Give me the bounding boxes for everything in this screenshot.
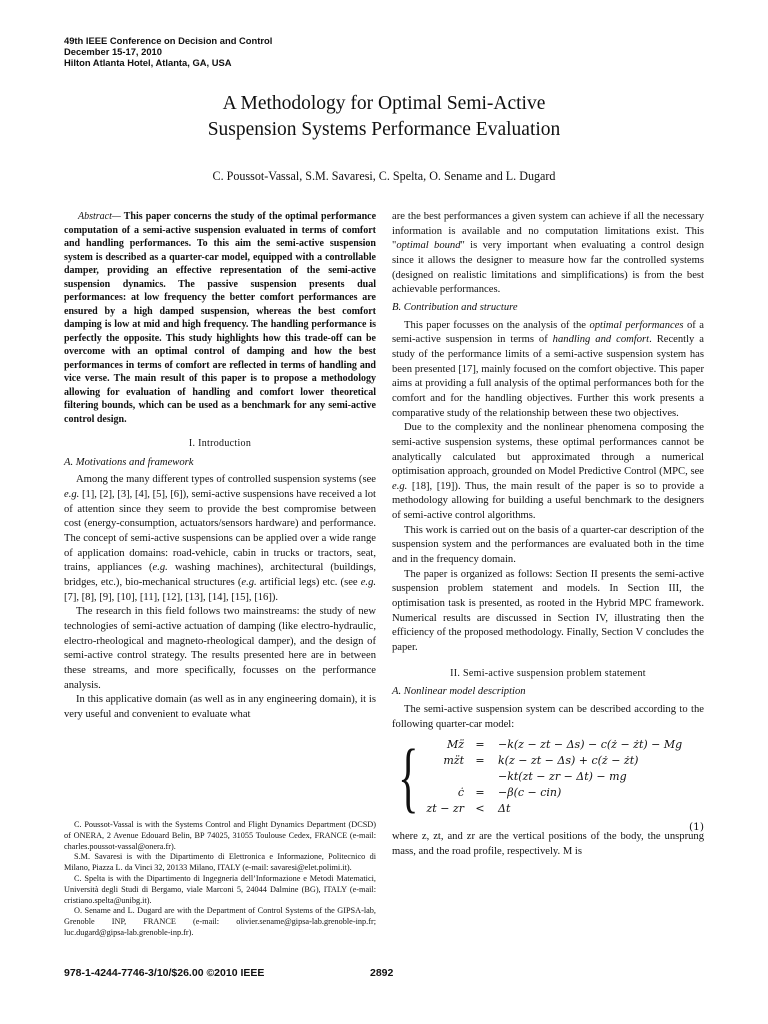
abstract-text: This paper concerns the study of the optimal performance computation of a semi-active suspension evaluated in terms of comfort and handling performances. To this aim the semi-active suspension system is described as a quarter-car model, equipped with a controllable damper, providing an effective representation of the semi-active suspension dynamics. The passive suspension presents dual performances: at low frequency the better comfort performances are ensured by a high damped suspension, whereas the best comfort damping is low at mid and high frequency. The handling performance is perfectly the opposite. This study highlights how this trade-off can be overcome with an optimal control of damping and how the best performances in terms of comfort are reflected in terms of handling and vice verse. The main result of this paper is to propose a methodology allowing for evaluation of handling and comfort lower theoretical filtering bounds, which can be used as a benchmark for any semi-active control design.: [64, 211, 377, 425]
abstract: [64, 210, 376, 426]
footnote-poussot-vassal: C. Poussot-Vassal is with the Systems Control and Flight Dynamics Department (DCSD) of ONERA, 2 Avenue Edouard Belin, BP 74025, 31055 Toulouse Cedex, FRANCE (e-mail: charles.poussot-vassal@onera.fr).: [64, 820, 376, 851]
section-heading-introduction: I. Introduction: [188, 438, 252, 449]
conference-dates: December 15-17, 2010: [64, 46, 162, 57]
contribution-paragraph-2: Due to the complexity and the nonlinear phenomena composing the semi-active suspension systems, these optimal performances cannot be analytically calculated but approximated through a numerical optimisation approach, grounded on Model Predictive Control (MPC, see e.g. [18], [19]). Thus, the main result of the paper is so to provide a methodology allowing for building a useful benchmark to the designers of semi-active control algorithms.: [392, 422, 704, 522]
abstract-label: Abstract—: [78, 211, 121, 222]
model-intro-paragraph: The semi-active suspension system can be described according to the following quarter-car model:: [392, 704, 704, 730]
author-list: C. Poussot-Vassal, S.M. Savaresi, C. Spelta, O. Sename and L. Dugard: [212, 169, 556, 183]
page-number: 2892: [370, 967, 394, 979]
contribution-paragraph-3: This work is carried out on the basis of a quarter-car description of the suspension system and the performances are evaluated both in the time and in the frequency domain.: [392, 524, 704, 566]
conference-header: [64, 35, 484, 68]
contribution-paragraph-4: The paper is organized as follows: Section II presents the semi-active suspension problem statement and models. In Section III, the optimisation task is presented, as rooted in the Hybrid MPC framework. Numerical results are discussed in Section IV, illustrating then the efficiency of the proposed methodology. Finally, Section V concludes the paper.: [392, 568, 704, 654]
equation-row-5: zt − zr < Δt: [426, 802, 511, 816]
conference-name: 49th IEEE Conference on Decision and Control: [64, 35, 273, 46]
intro-paragraph-1: Among the many different types of controlled suspension systems (see e.g. [1], [2], [3], [4], [5], [6]), semi-active suspensions have received a lot of attention since they seem to provide the best compromise between cost (energy-consumption, actuators/sensors hardware) and performance. The concept of semi-active suspensions can be applied over a wide range of application domains: road-vehicle, cabin in trucks or tractors, seat, trains, appliances (e.g. washing machines), architectural (buildings, bridges, etc.), bio-mechanical structures (e.g. artificial legs) etc. (see e.g. [7], [8], [9], [10], [11], [12], [13], [14], [15], [16]).: [64, 474, 377, 603]
equation-row-4: ċ = −β(c − cin): [457, 786, 562, 800]
intro-paragraph-continued: are the best performances a given system can achieve if all the necessary information is available and no computation limitations exist. This "optimal bound" is very important when evaluating a control design since it allows the designer to measure how far the controlled systems (designed on realistic limitations and simplifications) is from the best achievable performances.: [392, 211, 704, 296]
equation-number: (1): [688, 821, 704, 834]
footnote-savaresi: S.M. Savaresi is with the Dipartimento di Elettronica e Informazione, Politecnico di Milano, Piazza L. da Vinci 32, 20133 Milano, ITALY (e-mail: savaresi@elet.polimi.it).: [64, 852, 376, 873]
title-line-1: A Methodology for Optimal Semi-Active: [222, 93, 546, 114]
intro-paragraph-3: In this applicative domain (as well as in any engineering domain), it is very useful and convenient to evaluate what: [64, 694, 376, 720]
model-variables-paragraph: where z, zt, and zr are the vertical positions of the body, the unsprung mass, and the road profile, respectively. M is: [392, 831, 704, 857]
left-column: [64, 210, 376, 722]
subsection-heading-nonlinear-model: A. Nonlinear model description: [392, 686, 526, 698]
equation-row-3: −kt(zt − zr − Δt) − mg: [498, 770, 627, 784]
equation-row-1: Mz̈ = −k(z − zt − Δs) − c(ż − żt) − Mg: [446, 738, 683, 752]
conference-venue: Hilton Atlanta Hotel, Atlanta, GA, USA: [64, 57, 232, 68]
equation-row-2: mz̈t = k(z − zt − Δs) + c(ż − żt): [443, 754, 639, 768]
section-heading-problem-statement: II. Semi-active suspension problem statement: [450, 667, 646, 679]
subsection-heading-motivations: A. Motivations and framework: [64, 456, 194, 468]
isbn-copyright: 978-1-4244-7746-3/10/$26.00 ©2010 IEEE: [64, 967, 265, 979]
title-line-2: Suspension Systems Performance Evaluation: [207, 119, 561, 140]
subsection-heading-contribution: B. Contribution and structure: [392, 301, 518, 313]
author-footnotes: [64, 820, 376, 939]
page-footer: [64, 967, 704, 981]
intro-paragraph-2: The research in this field follows two mainstreams: the study of new technologies of semi-active actuation of damping (like electro-hydraulic, electro-rheological and magneto-rheological damper), and the design of semi-active control strategy. The results presented here are in between these streams, and more specifically, focusses on the performance analysis.: [64, 606, 376, 691]
footnote-spelta: C. Spelta is with the Dipartimento di Ingegneria dell’Informazione e Metodi Matematici, Università degli Studi di Bergamo, viale Marconi 5, 24044 Dalmine (BG), ITALY (e-mail: cristiano.spelta@unibg.it).: [64, 873, 376, 905]
footnote-sename-dugard: O. Sename and L. Dugard are with the Department of Control Systems of the GIPSA-lab, Grenoble INP, FRANCE (e-mail: olivier.sename@gipsa-lab.grenoble-inp.fr; luc.dugard@gipsa-lab.grenoble-inp.fr).: [64, 906, 376, 937]
equation-brace: {: [398, 733, 419, 821]
contribution-paragraph-1: This paper focusses on the analysis of the optimal performances of a semi-active suspension in terms of handling and comfort. Recently a study of the performance limits of a semi-active suspension system has been presented [17], mainly focused on the comfort objective. This paper aims at providing a full analysis of the optimal performances both for the comfort and for the handling objectives. Further this work presents a comparative study of the relationship between these two objectives.: [392, 319, 705, 419]
quarter-car-equation: [392, 733, 704, 834]
paper-title: [40, 91, 728, 143]
right-column: [392, 210, 704, 860]
